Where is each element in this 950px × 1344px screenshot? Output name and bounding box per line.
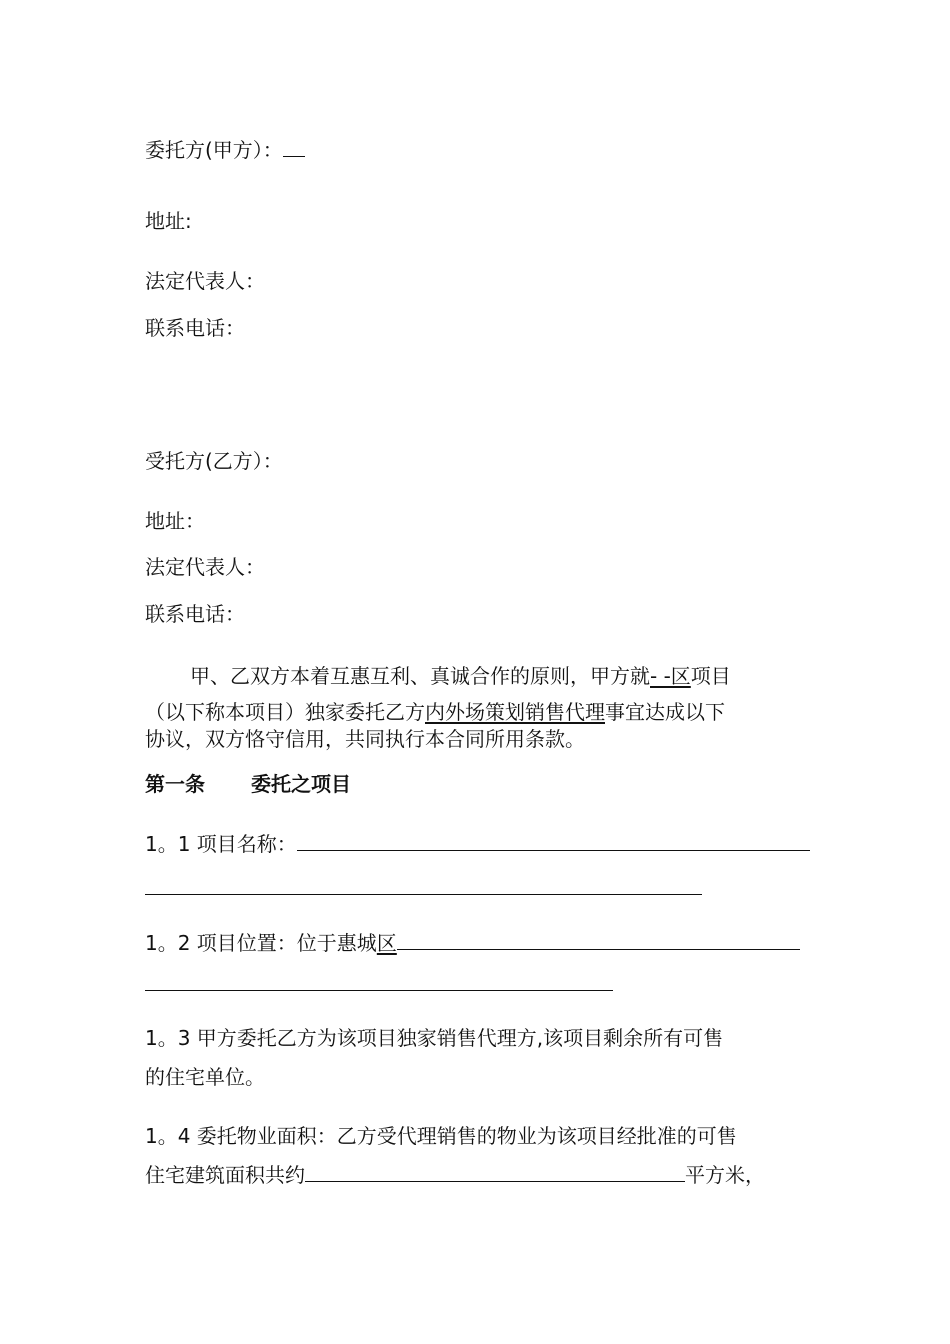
item-1-2	[145, 929, 800, 957]
intro-district: - -区	[650, 664, 691, 688]
item-1-1-blank	[297, 849, 810, 851]
intro-line-3: 协议，双方恪守信用，共同执行本合同所用条款。	[145, 727, 585, 751]
item-1-2-continuation	[145, 970, 613, 998]
party-a-title: 委托方(甲方）：	[145, 138, 283, 162]
item-1-2-label: 1。2 项目位置：位于惠城	[145, 931, 377, 955]
item-1-4-line-2	[145, 1161, 765, 1189]
item-1-4-line-1: 1。4 委托物业面积：乙方受代理销售的物业为该项目经批准的可售	[145, 1124, 737, 1148]
party-b-rep-label: 法定代表人：	[145, 555, 265, 579]
item-1-2-blank	[397, 948, 800, 950]
intro-line-1	[190, 662, 731, 690]
item-1-3-line-1: 1。3 甲方委托乙方为该项目独家销售代理方,该项目剩余所有可售	[145, 1026, 724, 1050]
item-1-2-district: 区	[376, 931, 397, 955]
item-1-1-blank-2	[145, 893, 702, 895]
intro-text-3: （以下称本项目）独家委托乙方	[145, 700, 425, 724]
item-1-2-blank-2	[145, 989, 613, 991]
party-a-phone-label: 联系电话：	[145, 316, 245, 340]
party-a-address-label: 地址:	[145, 209, 192, 233]
party-a-name-blank	[283, 155, 305, 157]
item-1-1-label: 1。1 项目名称：	[145, 832, 297, 856]
item-1-4-suffix: 平方米，	[685, 1163, 765, 1187]
party-b-phone-label: 联系电话：	[145, 602, 245, 626]
item-1-1-continuation	[145, 874, 702, 902]
intro-text-1: 甲、乙双方本着互惠互利、真诚合作的原则，甲方就	[190, 664, 650, 688]
article-1-number: 第一条	[145, 772, 205, 796]
intro-text-4: 事宜达成以下	[605, 700, 725, 724]
item-1-1	[145, 830, 810, 858]
item-1-3-line-2: 的住宅单位。	[145, 1065, 265, 1089]
intro-text-2: 项目	[690, 664, 731, 688]
party-a-title-line	[145, 136, 305, 164]
article-1-title: 委托之项目	[251, 772, 351, 796]
party-a-rep-label: 法定代表人：	[145, 269, 265, 293]
item-1-4-prefix: 住宅建筑面积共约	[145, 1163, 305, 1187]
item-1-4-area-blank	[305, 1180, 685, 1182]
article-1-heading	[145, 770, 351, 798]
intro-service: 内外场策划销售代理	[425, 700, 605, 724]
party-b-title: 受托方(乙方）：	[145, 449, 283, 473]
party-b-address-label: 地址：	[145, 509, 205, 533]
intro-line-2	[145, 698, 725, 726]
